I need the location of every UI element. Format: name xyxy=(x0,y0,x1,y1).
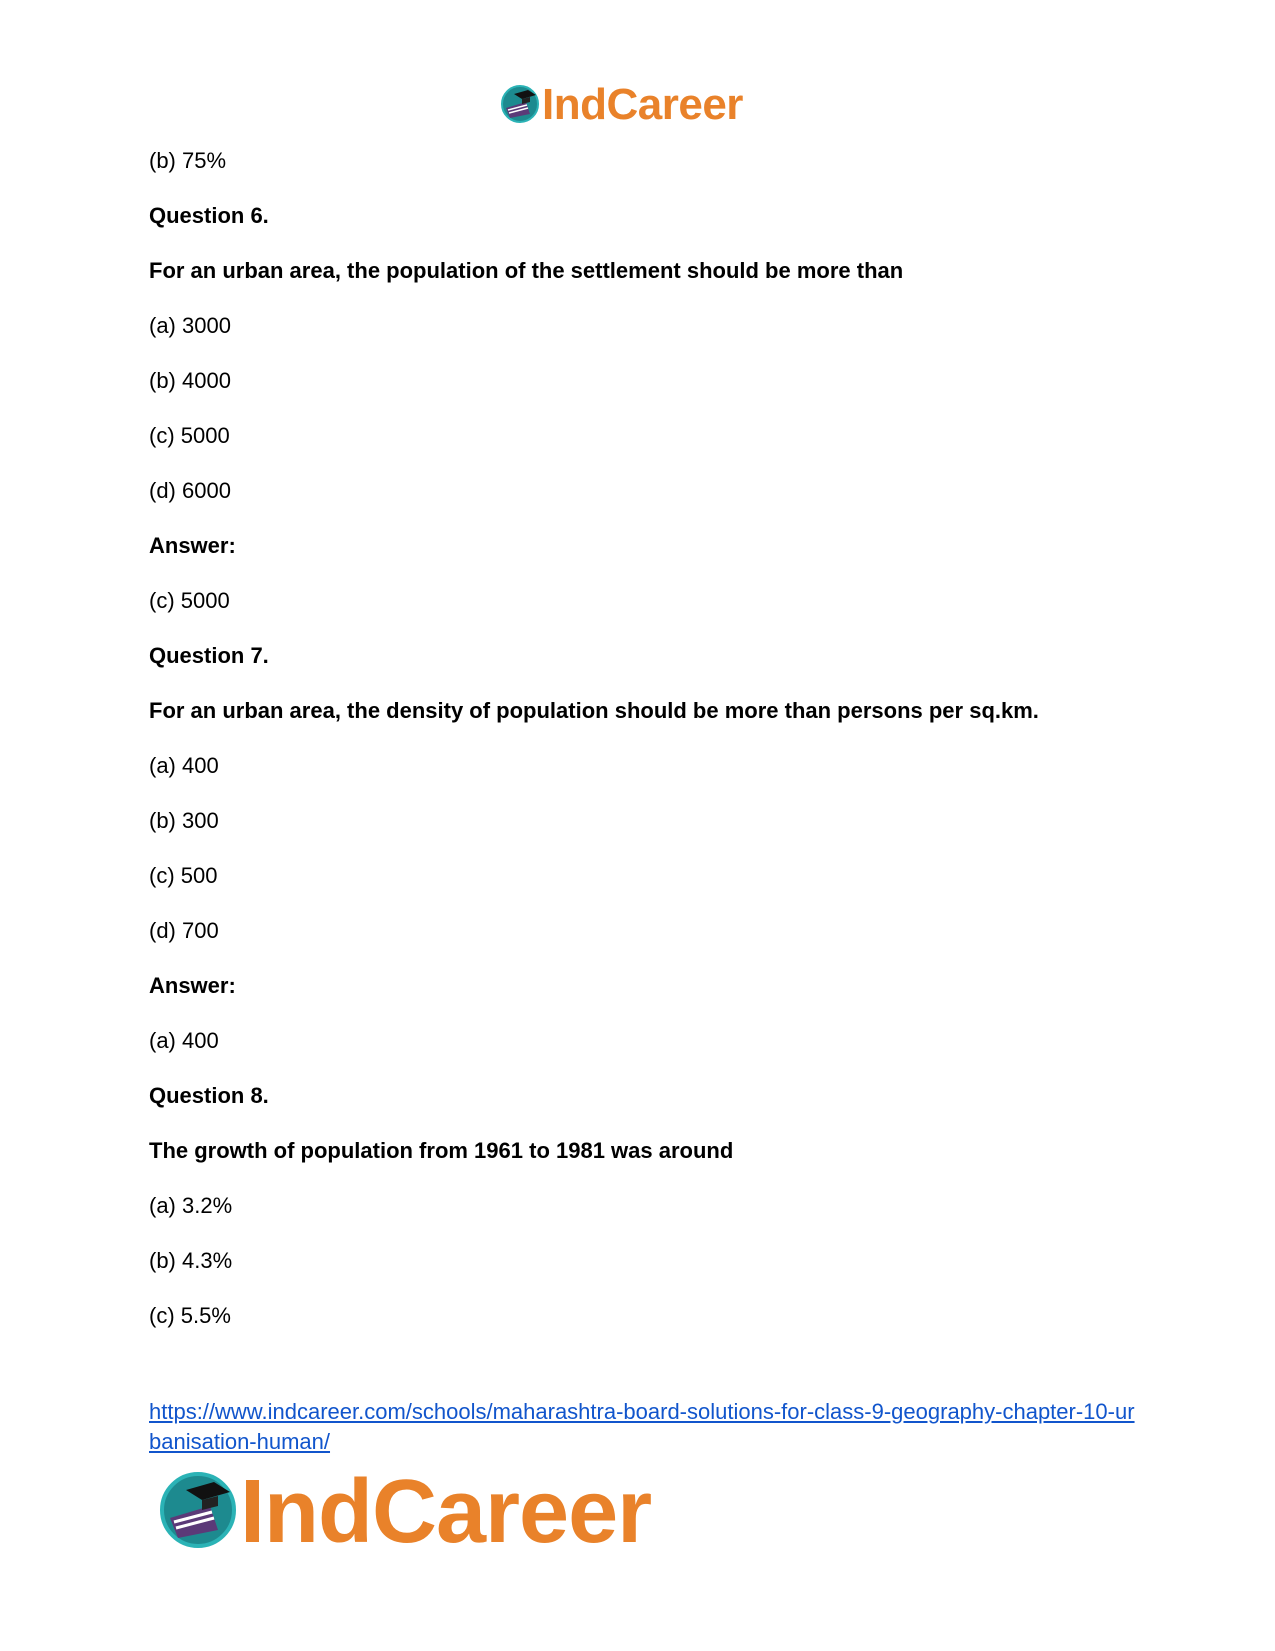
option-text: (a) 400 xyxy=(149,753,219,778)
footer-logo xyxy=(158,1462,698,1562)
question-text: For an urban area, the density of population should be more than persons per sq.km. xyxy=(149,698,1039,723)
question-heading: Question 7. xyxy=(149,643,269,668)
document-body xyxy=(149,148,1139,1358)
option-text: (b) 75% xyxy=(149,148,227,173)
option-text: (b) 4000 xyxy=(149,368,231,393)
graduation-globe-icon xyxy=(158,1470,238,1550)
question-text: For an urban area, the population of the settlement should be more than xyxy=(149,258,904,283)
option-text: (c) 500 xyxy=(149,863,218,888)
footer-logo-text: IndCareer xyxy=(240,1462,652,1562)
option-text: (a) 3.2% xyxy=(149,1193,233,1218)
answer-heading: Answer: xyxy=(149,533,236,558)
graduation-globe-icon xyxy=(500,84,540,124)
option-text: (b) 4.3% xyxy=(149,1248,233,1273)
header-logo xyxy=(500,80,780,130)
source-link[interactable]: https://www.indcareer.com/schools/maharashtra-board-solutions-for-class-9-geography-chapter-10-urbanisation-human/ xyxy=(149,1399,1135,1454)
answer-heading: Answer: xyxy=(149,973,236,998)
option-text: (c) 5000 xyxy=(149,588,230,613)
option-text: (c) 5.5% xyxy=(149,1303,231,1328)
option-text: (a) 400 xyxy=(149,1028,219,1053)
option-text: (b) 300 xyxy=(149,808,219,833)
option-text: (d) 700 xyxy=(149,918,219,943)
option-text: (a) 3000 xyxy=(149,313,231,338)
question-heading: Question 6. xyxy=(149,203,269,228)
question-heading: Question 8. xyxy=(149,1083,269,1108)
question-text: The growth of population from 1961 to 1981 was around xyxy=(149,1138,734,1163)
option-text: (c) 5000 xyxy=(149,423,230,448)
option-text: (d) 6000 xyxy=(149,478,231,503)
header-logo-text: IndCareer xyxy=(542,80,743,129)
